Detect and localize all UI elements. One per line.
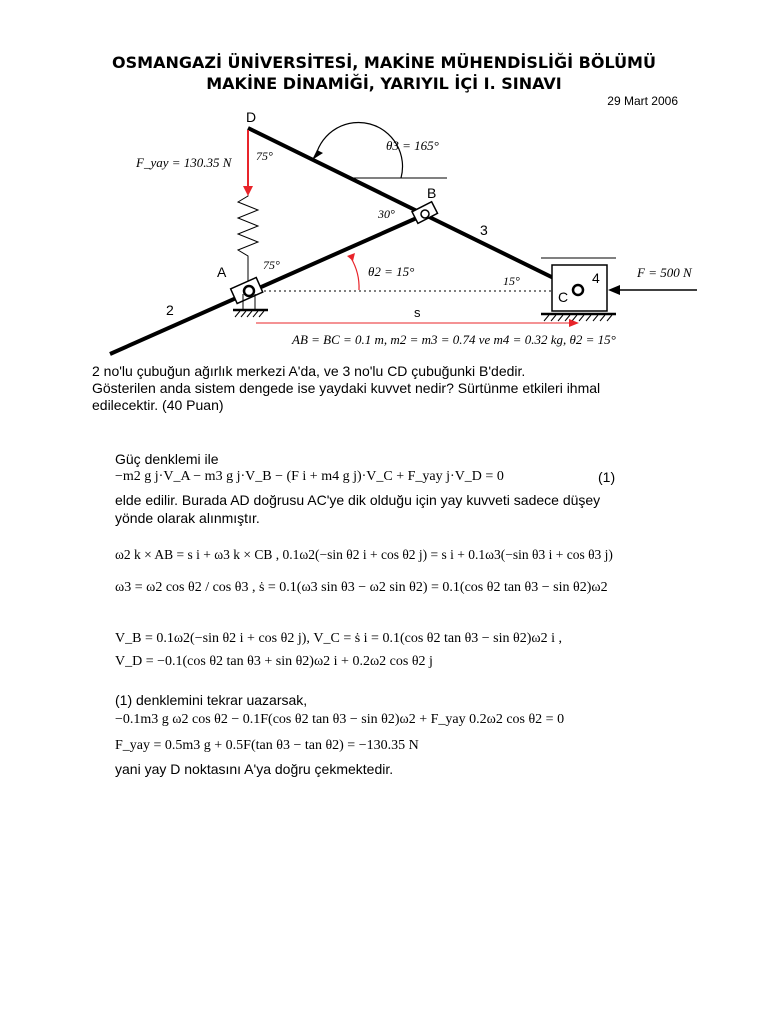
label-d: D: [246, 109, 257, 125]
solution-text-2: yönde olarak alınmıştır.: [115, 510, 260, 526]
spring: [238, 190, 258, 282]
equation-5: V_D = −0.1(cos θ2 tan θ3 + sin θ2)ω2 i + 0.2ω2 cos θ2 j: [115, 654, 433, 669]
label-theta3: θ3 = 165°: [386, 138, 439, 153]
solution-intro: Güç denklemi ile: [115, 451, 219, 467]
problem-line-2: Gösterilen anda sistem dengede ise yaydaki kuvvet nedir? Sürtünme etkileri ihmal: [92, 380, 601, 396]
equation-6: −0.1m3 g ω2 cos θ2 − 0.1F(cos θ2 tan θ3 − sin θ2)ω2 + F_yay 0.2ω2 cos θ2 = 0: [115, 712, 565, 727]
solution-text-3: (1) denklemini tekrar uazarsak,: [115, 692, 308, 708]
solution-conclusion: yani yay D noktasını A'ya doğru çekmektedir.: [115, 761, 394, 777]
exam-title-line1: OSMANGAZİ ÜNİVERSİTESİ, MAKİNE MÜHENDİSLİĞİ BÖLÜMÜ: [112, 53, 656, 72]
label-angle-30: 30°: [378, 207, 395, 221]
label-force-f: F = 500 N: [637, 265, 692, 280]
label-s: s: [414, 305, 421, 320]
label-link-4: 4: [592, 270, 600, 286]
pin-b: [421, 210, 429, 218]
pin-a: [244, 286, 254, 296]
equation-1-number: (1): [598, 469, 616, 485]
force-f-arrowhead: [608, 285, 620, 295]
label-angle-75-top: 75°: [256, 149, 273, 163]
spring-force-arrowhead: [243, 186, 253, 196]
solution-text-1: elde edilir. Burada AD doğrusu AC'ye dik olduğu için yay kuvveti sadece düşey: [115, 492, 601, 508]
equation-4: V_B = 0.1ω2(−sin θ2 i + cos θ2 j), V_C = ṡ i = 0.1(cos θ2 tan θ3 − sin θ2)ω2 i ,: [115, 631, 562, 646]
label-angle-15: 15°: [503, 274, 520, 288]
label-spring-force: F_yay = 130.35 N: [136, 155, 232, 170]
equation-7: F_yay = 0.5m3 g + 0.5F(tan θ3 − tan θ2) = −130.35 N: [115, 738, 419, 753]
label-angle-75-bottom: 75°: [263, 258, 280, 272]
exam-title-line2: MAKİNE DİNAMİĞİ, YARIYIL İÇİ I. SINAVI: [206, 74, 562, 93]
mechanism-diagram: [0, 0, 768, 360]
equation-2: ω2 k × AB = s i + ω3 k × CB , 0.1ω2(−sin θ2 i + cos θ2 j) = s i + 0.1ω3(−sin θ3 i + cos θ3 j): [115, 547, 613, 562]
equation-1: −m2 g j·V_A − m3 g j·V_B − (F i + m4 g j)·V_C + F_yay j·V_D = 0: [115, 469, 504, 484]
problem-line-3: edilecektir. (40 Puan): [92, 397, 224, 413]
pin-c: [573, 285, 583, 295]
label-theta2: θ2 = 15°: [368, 264, 415, 279]
label-link-2: 2: [166, 302, 174, 318]
label-given-values: AB = BC = 0.1 m, m2 = m3 = 0.74 ve m4 = 0.32 kg, θ2 = 15°: [292, 332, 616, 347]
label-b: B: [427, 185, 437, 201]
theta2-arc: [351, 258, 359, 290]
problem-line-1: 2 no'lu çubuğun ağırlık merkezi A'da, ve 3 no'lu CD çubuğunki B'dedir.: [92, 363, 526, 379]
label-c: C: [558, 289, 569, 305]
label-a: A: [217, 264, 227, 280]
equation-3: ω3 = ω2 cos θ2 / cos θ3 , ṡ = 0.1(ω3 sin θ3 − ω2 sin θ2) = 0.1(cos θ2 tan θ3 − sin θ2)ω2: [115, 580, 608, 595]
label-link-3: 3: [480, 222, 488, 238]
exam-date: 29 Mart 2006: [607, 94, 678, 108]
